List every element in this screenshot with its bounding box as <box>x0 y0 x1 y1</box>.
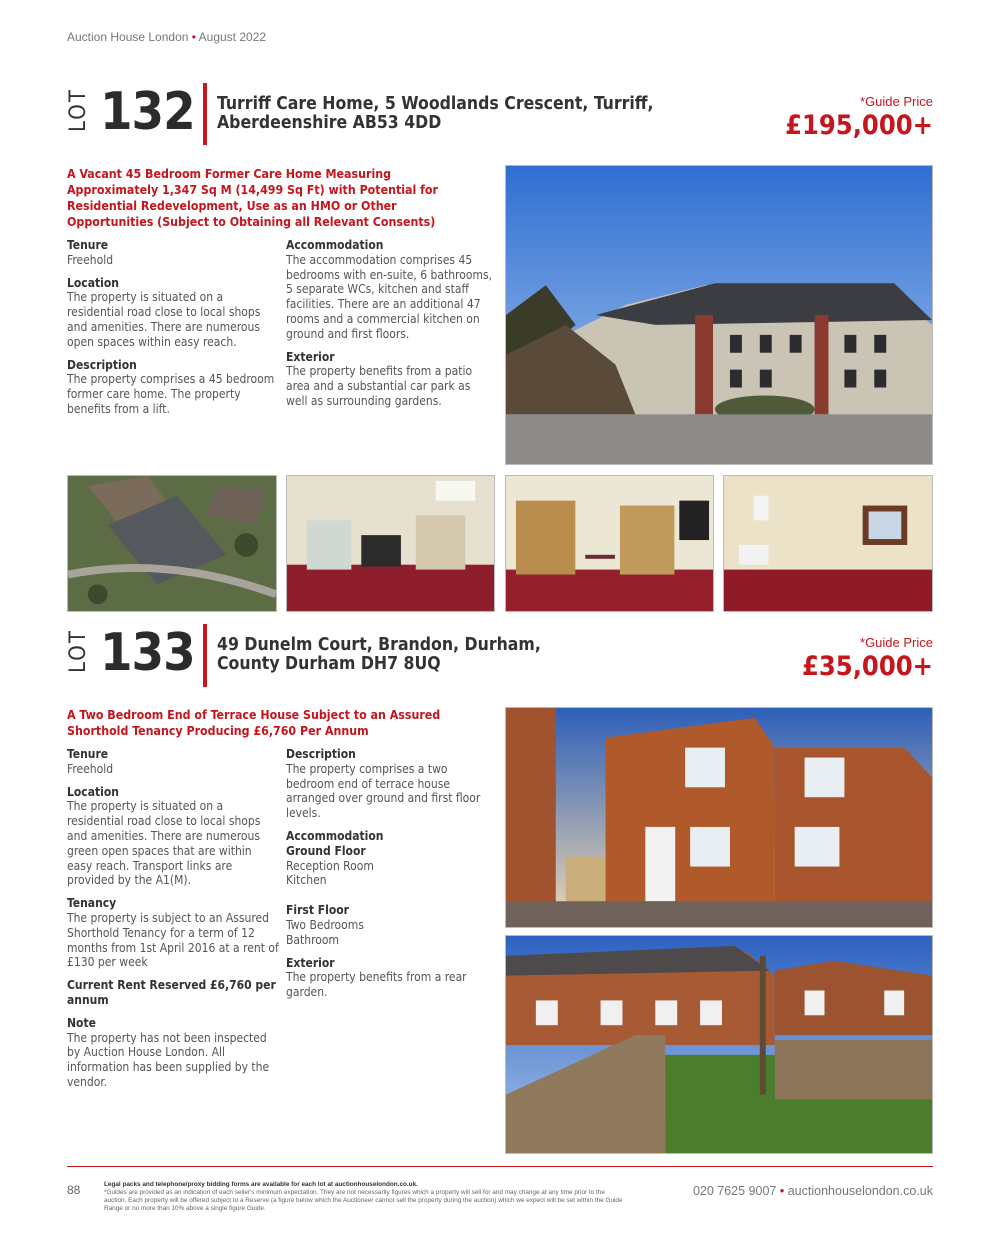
location-heading: Location <box>67 784 119 799</box>
description-text: The property comprises a two bedroom end of terrace house arranged over ground and first floor levels. <box>286 761 481 821</box>
header-separator: • <box>191 30 196 44</box>
rear-garden-photo <box>505 935 933 1154</box>
lot-address-133 <box>217 636 777 674</box>
exterior-heading: Exterior <box>286 955 335 970</box>
lot-number-133: 133 <box>100 623 195 683</box>
page-number: 88 <box>67 1183 81 1197</box>
lot-divider-132 <box>203 83 207 145</box>
ground-floor-room: Kitchen <box>286 873 327 888</box>
lot-details-left-133 <box>67 747 279 1098</box>
lot-details-right-132 <box>286 238 494 417</box>
publication-header <box>67 30 266 44</box>
tenancy-heading: Tenancy <box>67 896 117 911</box>
headline-line: Shorthold Tenancy Producing £6,760 Per Annum <box>67 724 369 738</box>
lot-headline-133 <box>67 707 497 739</box>
interior-corridor-photo <box>505 475 714 612</box>
aerial-view-photo <box>67 475 277 612</box>
accommodation-heading: Accommodation <box>286 238 384 252</box>
ground-floor-heading: Ground Floor <box>286 843 366 858</box>
care-home-exterior-photo <box>505 165 933 465</box>
headline-line: Opportunities (Subject to Obtaining all Relevant Consents) <box>67 215 436 229</box>
lot-details-left-132 <box>67 238 279 425</box>
location-text: The property is situated on a residential road close to local shops and amenities. There are numerous open spaces within easy reach. <box>67 290 261 349</box>
exterior-heading: Exterior <box>286 349 335 364</box>
website-link[interactable]: auctionhouselondon.co.uk <box>787 1184 933 1198</box>
interior-stairwell-photo <box>286 475 495 612</box>
first-floor-room: Two Bedrooms <box>286 917 364 932</box>
interior-room-photo <box>723 475 933 612</box>
address-line-1: 49 Dunelm Court, Brandon, Durham, <box>217 635 541 655</box>
tenure-heading: Tenure <box>67 747 109 761</box>
guide-disclaimer: *Guides are provided as an indication of each seller's minimum expectation. They are not necessarily figures which a property will sell for and may change at any time prior to the auction. Each property will be offered subject to a Reserve (a figure below which the Auctioneer cannot sell the property during the auction) which we expect will be set within the Guide Range or no more than 10% above a single figure Guide. <box>104 1189 623 1212</box>
tenure-text: Freehold <box>67 761 114 776</box>
lot-headline-132 <box>67 166 497 230</box>
headline-line: A Two Bedroom End of Terrace House Subject to an Assured <box>67 708 441 722</box>
lot-details-right-133 <box>286 747 498 1008</box>
first-floor-heading: First Floor <box>286 903 349 918</box>
tenure-text: Freehold <box>67 252 114 267</box>
phone-number: 020 7625 9007 <box>692 1184 777 1198</box>
description-text: The property comprises a 45 bedroom former care home. The property benefits from a lift. <box>67 372 275 416</box>
location-heading: Location <box>67 275 119 290</box>
location-text: The property is situated on a residential road close to local shops and amenities. There are numerous green open spaces that are within easy reach. Transport links are provided by the A1(M). <box>67 799 261 888</box>
publication-name: Auction House London <box>67 30 189 44</box>
footer-divider <box>67 1166 933 1167</box>
address-line-1: Turriff Care Home, 5 Woodlands Crescent, Turriff, <box>217 94 654 114</box>
first-floor-room: Bathroom <box>286 932 339 947</box>
note-text: The property has not been inspected by Auction House London. All information has been supplied by the vendor. <box>67 1030 270 1089</box>
footer-legal-note <box>104 1181 624 1213</box>
address-line-2: Aberdeenshire AB53 4DD <box>217 113 442 133</box>
note-heading: Note <box>67 1015 96 1030</box>
house-front-photo <box>505 707 933 928</box>
legal-packs-line: Legal packs and telephone/proxy bidding forms are available for each lot at auctionhouselondon.co.uk. <box>104 1181 418 1188</box>
headline-line: Approximately 1,347 Sq M (14,499 Sq Ft) with Potential for <box>67 183 438 197</box>
guide-price-label-133: *Guide Price <box>860 635 933 650</box>
lot-label-133: LOT <box>66 629 91 673</box>
headline-line: A Vacant 45 Bedroom Former Care Home Measuring <box>67 167 392 181</box>
lot-label-132: LOT <box>66 88 91 132</box>
description-heading: Description <box>67 357 137 372</box>
exterior-text: The property benefits from a rear garden. <box>286 970 467 1000</box>
rent-reserved-heading: Current Rent Reserved £6,760 per annum <box>67 978 276 1007</box>
headline-line: Residential Redevelopment, Use as an HMO or Other <box>67 199 397 213</box>
footer-separator: • <box>779 1184 785 1198</box>
guide-price-132: £195,000+ <box>785 110 933 141</box>
footer-contact <box>693 1184 933 1198</box>
address-line-2: County Durham DH7 8UQ <box>217 654 441 674</box>
lot-divider-133 <box>203 624 207 687</box>
exterior-text: The property benefits from a patio area and a substantial car park as well as surrounding gardens. <box>286 364 473 408</box>
guide-price-133: £35,000+ <box>802 651 933 682</box>
issue-date: August 2022 <box>198 30 267 44</box>
lot-address-132 <box>217 95 777 133</box>
accommodation-text: The accommodation comprises 45 bedrooms with en-suite, 6 bathrooms, 5 separate WCs, kitchen and staff facilities. There are an additional 47 rooms and a commercial kitchen on ground and first floors. <box>286 252 493 341</box>
tenure-heading: Tenure <box>67 238 109 252</box>
accommodation-heading: Accommodation <box>286 828 384 843</box>
description-heading: Description <box>286 747 356 761</box>
ground-floor-room: Reception Room <box>286 858 374 873</box>
lot-number-132: 132 <box>100 82 195 142</box>
guide-price-label-132: *Guide Price <box>860 94 933 109</box>
tenancy-text: The property is subject to an Assured Shorthold Tenancy for a term of 12 months from 1st April 2016 at a rent of £130 per week <box>67 910 279 970</box>
